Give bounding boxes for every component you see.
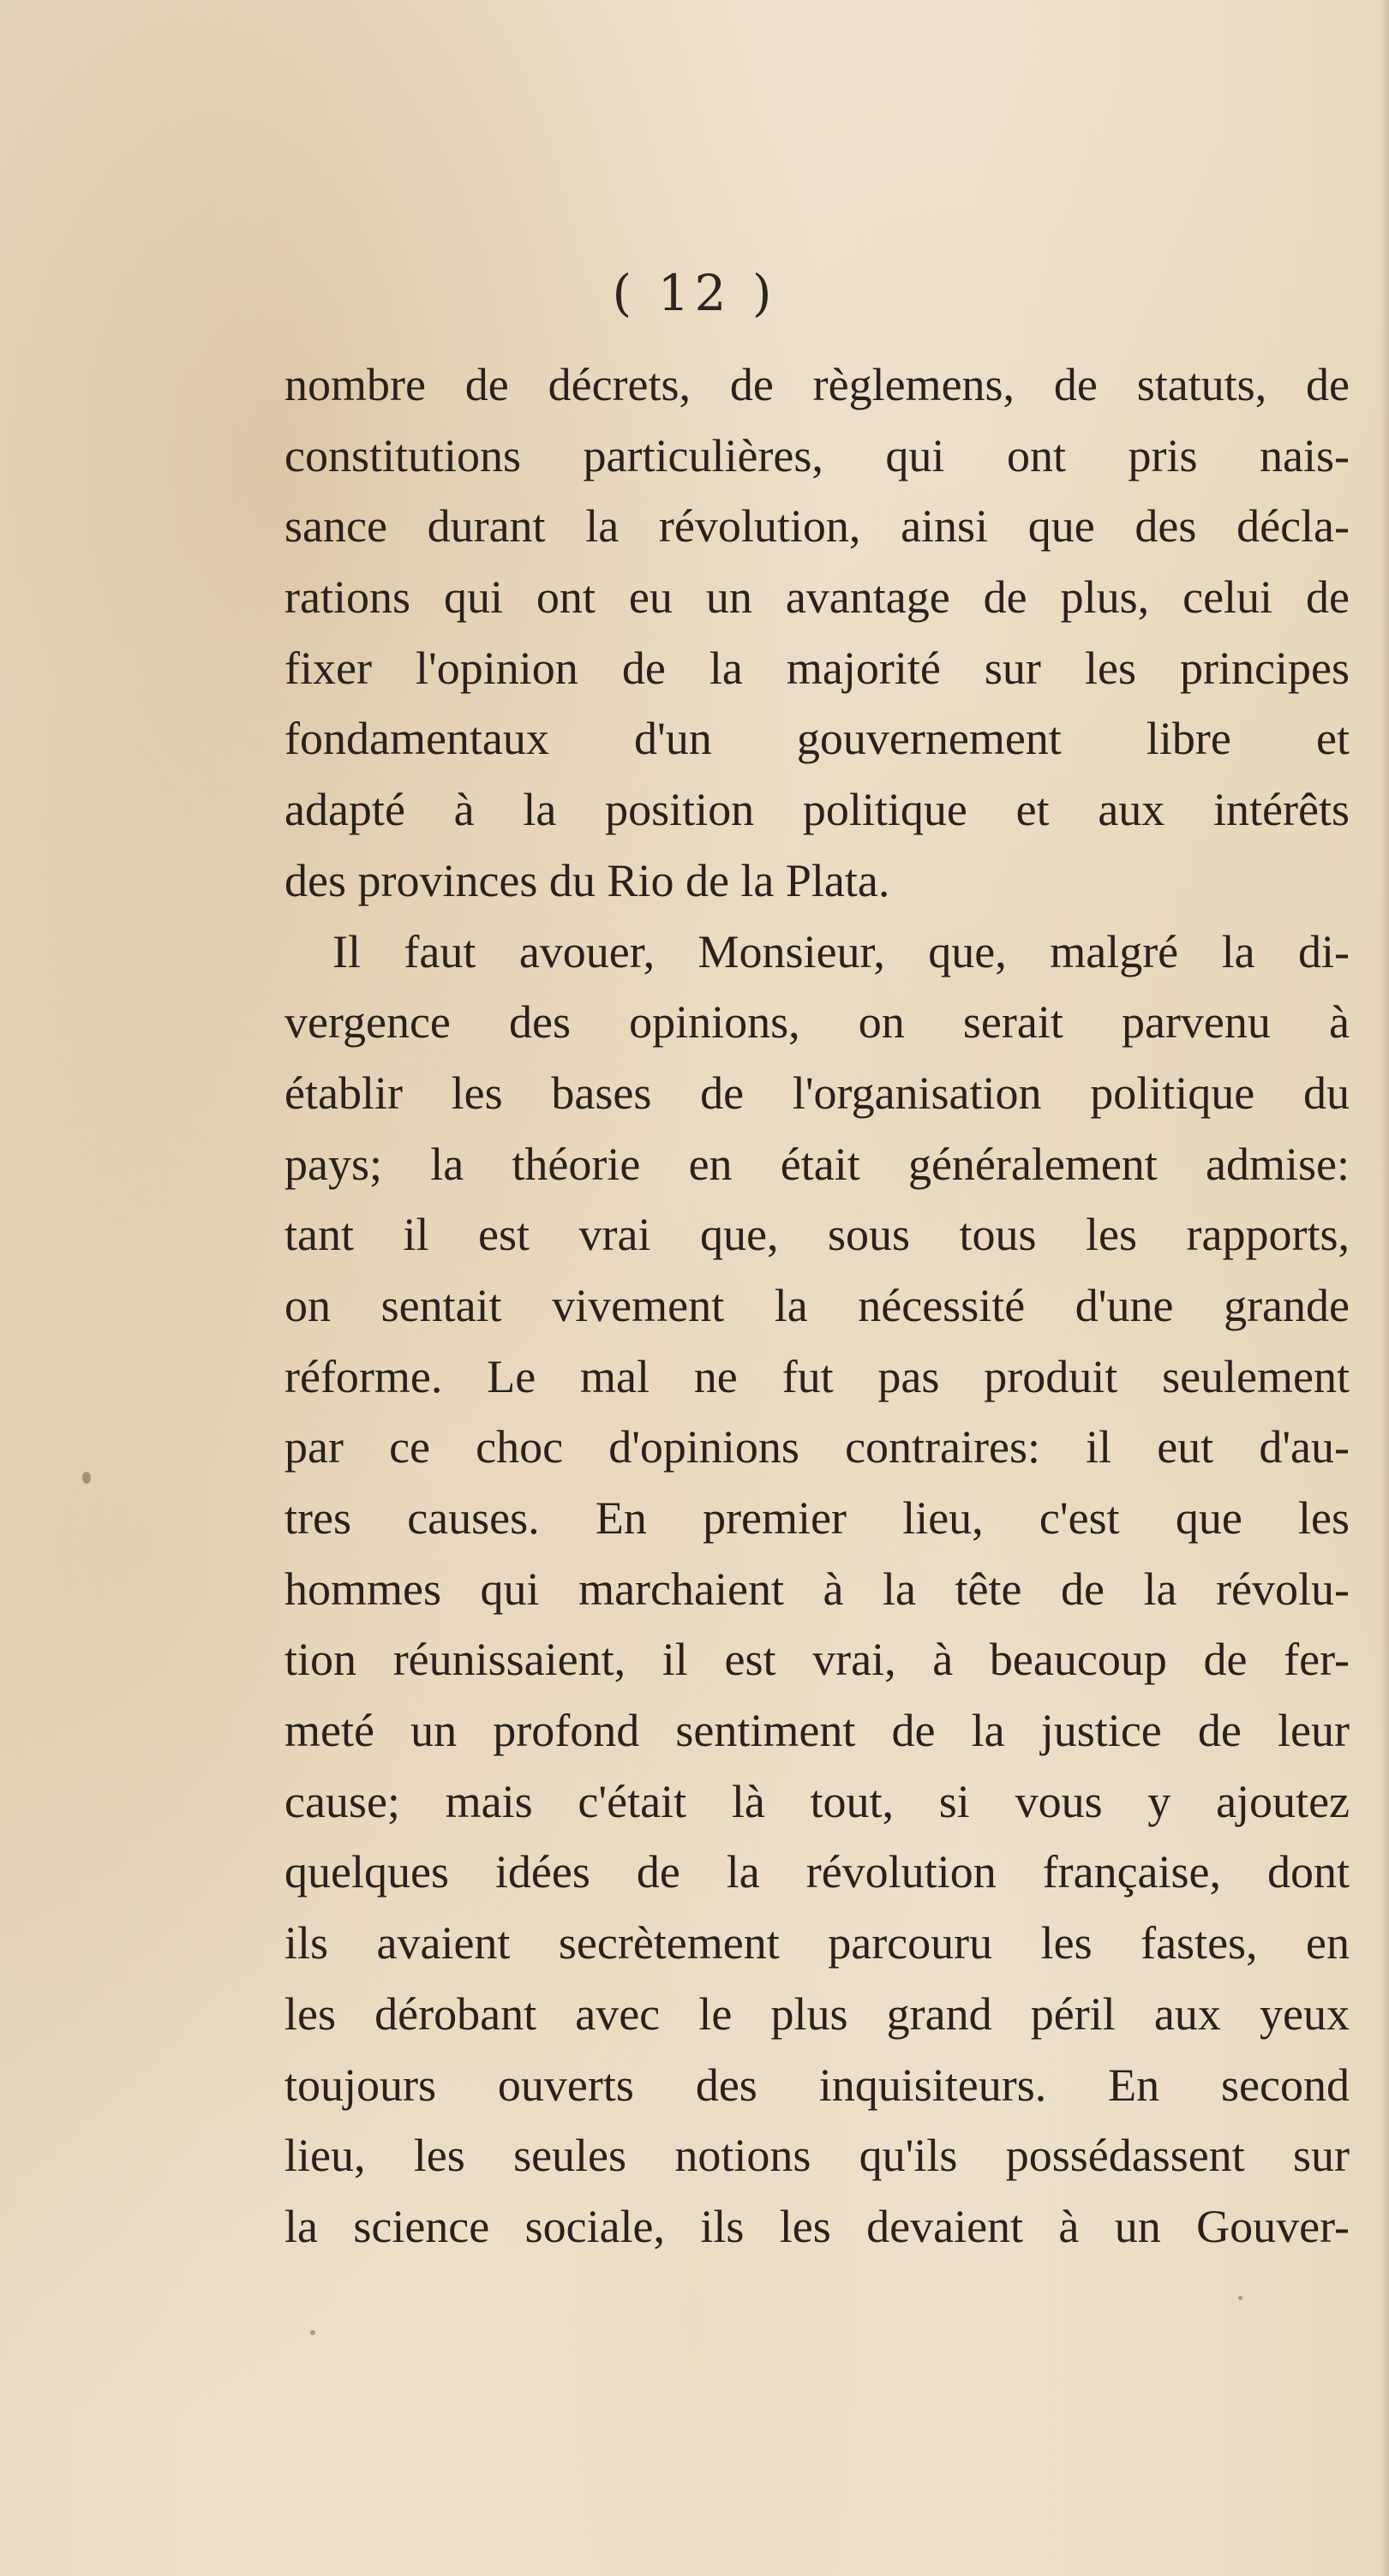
page-edge [1380, 0, 1389, 2576]
text-line: tion réunissaient, il est vrai, à beaucoup de fer- [284, 1634, 1350, 1686]
text-line: constitutions particulières, qui ont pris nais- [284, 429, 1350, 481]
text-line: établir les bases de l'organisation politique du [284, 1067, 1350, 1119]
paper-speck [310, 2330, 315, 2335]
paragraph [284, 917, 1350, 2262]
body-text [284, 350, 1350, 2262]
text-line: ils avaient secrètement parcouru les fastes, en [284, 1917, 1350, 1969]
text-line: sance durant la révolution, ainsi que des décla- [284, 500, 1350, 553]
text-line: fixer l'opinion de la majorité sur les principes [284, 642, 1350, 694]
text-line: tant il est vrai que, sous tous les rapports, [284, 1209, 1350, 1261]
text-line: les dérobant avec le plus grand péril aux yeux [284, 1987, 1350, 2040]
text-line: la science sociale, ils les devaient à un Gouver- [284, 2200, 1350, 2252]
text-line: fondamentaux d'un gouvernement libre et [284, 713, 1350, 765]
text-line: cause; mais c'était là tout, si vous y ajoutez [284, 1775, 1350, 1827]
paper-speck [82, 1472, 91, 1484]
text-line: Il faut avouer, Monsieur, que, malgré la di- [332, 925, 1350, 977]
text-line: réforme. Le mal ne fut pas produit seulement [284, 1350, 1350, 1402]
text-line: hommes qui marchaient à la tête de la révolu- [284, 1563, 1350, 1615]
text-line: nombre de décrets, de règlemens, de statuts, de [284, 359, 1350, 410]
text-line: par ce choc d'opinions contraires: il eut d'au- [284, 1421, 1350, 1473]
text-line: meté un profond sentiment de la justice de leur [284, 1705, 1350, 1757]
text-line: on sentait vivement la nécessité d'une grande [284, 1279, 1350, 1331]
text-line: lieu, les seules notions qu'ils possédassent sur [284, 2130, 1350, 2182]
paragraph [284, 350, 1350, 917]
text-line: vergence des opinions, on serait parvenu à [284, 996, 1350, 1049]
text-line: toujours ouverts des inquisiteurs. En second [284, 2059, 1350, 2111]
text-line: rations qui ont eu un avantage de plus, celui de [284, 571, 1350, 624]
text-line: adapté à la position politique et aux intérêts [284, 784, 1350, 836]
text-line: pays; la théorie en était généralement admise: [284, 1138, 1350, 1190]
page-number: ( 12 ) [612, 264, 777, 322]
text-line: tres causes. En premier lieu, c'est que les [284, 1492, 1350, 1544]
text-line: quelques idées de la révolution française, dont [284, 1846, 1350, 1898]
text-line: des provinces du Rio de la Plata. [284, 854, 890, 906]
paper-speck [1238, 2296, 1242, 2300]
